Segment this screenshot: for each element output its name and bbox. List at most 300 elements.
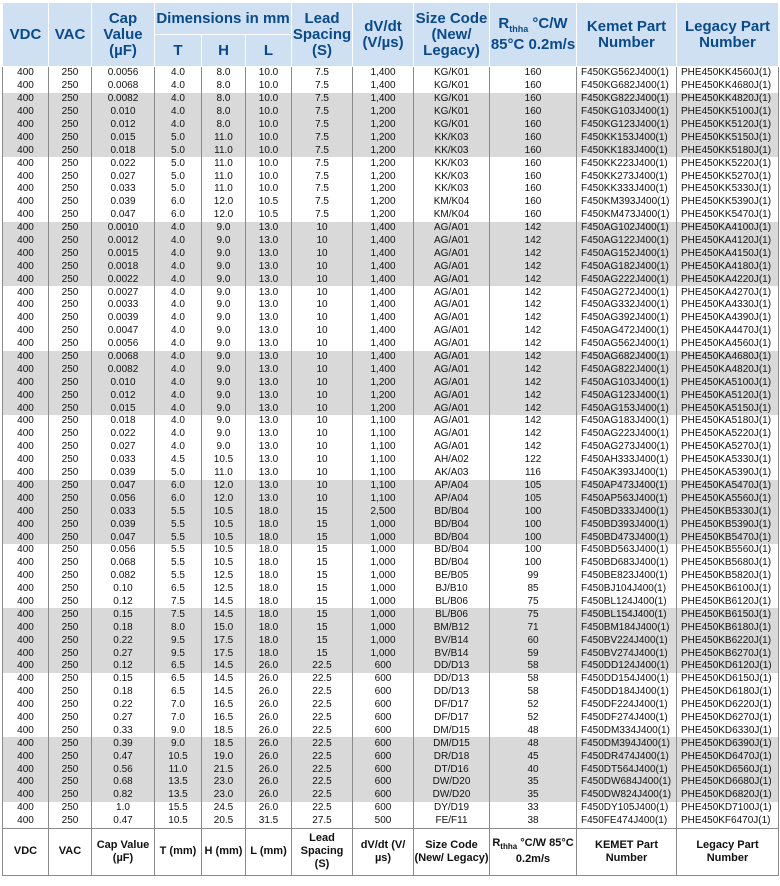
cell-h: 11.0: [202, 157, 246, 170]
cell-rth: 116: [490, 467, 577, 480]
table-row: [3, 441, 779, 454]
cell-cap-value: 0.56: [92, 763, 155, 776]
cell-l: 18.0: [246, 583, 292, 596]
cell-vac: 250: [49, 570, 92, 583]
cell-l: 13.0: [246, 402, 292, 415]
table-row: [3, 647, 779, 660]
cell-lead-spacing: 10: [292, 351, 353, 364]
cell-vac: 250: [49, 596, 92, 609]
cell-t: 4.0: [155, 286, 202, 299]
cell-vac: 250: [49, 737, 92, 750]
cell-cap-value: 0.0068: [92, 351, 155, 364]
cell-legacy-part: PHE450KK5470J(1): [677, 209, 779, 222]
cell-lead-spacing: 15: [292, 583, 353, 596]
cell-vdc: 400: [3, 338, 49, 351]
cell-cap-value: 0.47: [92, 815, 155, 828]
cell-vdc: 400: [3, 415, 49, 428]
cell-dvdt: 1,100: [353, 428, 414, 441]
table-row: [3, 557, 779, 570]
cell-kemet-part: F450KG822J400(1): [577, 93, 677, 106]
cell-dvdt: 1,100: [353, 454, 414, 467]
cell-kemet-part: F450AH333J400(1): [577, 454, 677, 467]
cell-lead-spacing: 7.5: [292, 183, 353, 196]
cell-rth: 142: [490, 286, 577, 299]
cell-l: 13.0: [246, 480, 292, 493]
cell-vdc: 400: [3, 454, 49, 467]
cell-lead-spacing: 10: [292, 363, 353, 376]
cell-vac: 250: [49, 634, 92, 647]
cell-t: 4.0: [155, 299, 202, 312]
cell-kemet-part: F450BE823J400(1): [577, 570, 677, 583]
cell-vac: 250: [49, 67, 92, 80]
cell-cap-value: 0.0039: [92, 312, 155, 325]
cell-kemet-part: F450AG822J400(1): [577, 363, 677, 376]
cell-size-code: AG/A01: [414, 325, 490, 338]
cell-l: 10.0: [246, 106, 292, 119]
cell-vac: 250: [49, 119, 92, 132]
cell-size-code: DM/D15: [414, 737, 490, 750]
cell-dvdt: 1,200: [353, 209, 414, 222]
cell-rth: 142: [490, 441, 577, 454]
cell-t: 11.0: [155, 763, 202, 776]
cell-h: 9.0: [202, 247, 246, 260]
cell-rth: 142: [490, 338, 577, 351]
cell-h: 23.0: [202, 789, 246, 802]
cell-kemet-part: F450BM184J400(1): [577, 621, 677, 634]
table-row: [3, 480, 779, 493]
cell-vac: 250: [49, 583, 92, 596]
cell-kemet-part: F450DW824J400(1): [577, 789, 677, 802]
cell-vdc: 400: [3, 518, 49, 531]
cell-lead-spacing: 15: [292, 557, 353, 570]
cell-legacy-part: PHE450KA4180J(1): [677, 260, 779, 273]
cell-kemet-part: F450DF224J400(1): [577, 699, 677, 712]
cell-dvdt: 1,100: [353, 480, 414, 493]
table-row: [3, 505, 779, 518]
cell-vdc: 400: [3, 299, 49, 312]
cell-dvdt: 1,100: [353, 492, 414, 505]
cell-lead-spacing: 15: [292, 634, 353, 647]
cell-cap-value: 0.0022: [92, 273, 155, 286]
cell-rth: 160: [490, 131, 577, 144]
cell-t: 6.0: [155, 209, 202, 222]
cell-dvdt: 1,200: [353, 131, 414, 144]
cell-vdc: 400: [3, 119, 49, 132]
cell-legacy-part: PHE450KB6220J(1): [677, 634, 779, 647]
cell-size-code: BD/B04: [414, 557, 490, 570]
cell-dvdt: 600: [353, 776, 414, 789]
cell-size-code: BL/B06: [414, 596, 490, 609]
cell-lead-spacing: 10: [292, 273, 353, 286]
cell-vdc: 400: [3, 80, 49, 93]
cell-vdc: 400: [3, 608, 49, 621]
cell-rth: 100: [490, 544, 577, 557]
cell-h: 18.5: [202, 737, 246, 750]
cell-cap-value: 0.47: [92, 750, 155, 763]
table-row: [3, 363, 779, 376]
cell-l: 31.5: [246, 815, 292, 828]
cell-rth: 142: [490, 260, 577, 273]
footer-dvdt: dV/dt (V/ µs): [353, 828, 414, 875]
cell-l: 13.0: [246, 338, 292, 351]
cell-vdc: 400: [3, 737, 49, 750]
table-row: [3, 815, 779, 828]
header-rth-rest: °C/W 85°C 0.2m/s: [490, 15, 576, 53]
cell-kemet-part: F450AK393J400(1): [577, 467, 677, 480]
cell-cap-value: 0.039: [92, 196, 155, 209]
cell-cap-value: 0.0027: [92, 286, 155, 299]
cell-lead-spacing: 10: [292, 325, 353, 338]
cell-dvdt: 1,200: [353, 402, 414, 415]
cell-kemet-part: F450AP563J400(1): [577, 492, 677, 505]
cell-lead-spacing: 10: [292, 441, 353, 454]
cell-h: 9.0: [202, 286, 246, 299]
cell-lead-spacing: 7.5: [292, 131, 353, 144]
cell-kemet-part: F450AG123J400(1): [577, 389, 677, 402]
cell-t: 4.0: [155, 363, 202, 376]
cell-t: 4.0: [155, 247, 202, 260]
cell-kemet-part: F450AG153J400(1): [577, 402, 677, 415]
cell-dvdt: 500: [353, 815, 414, 828]
cell-lead-spacing: 27.5: [292, 815, 353, 828]
cell-cap-value: 0.0033: [92, 299, 155, 312]
cell-h: 8.0: [202, 80, 246, 93]
cell-lead-spacing: 10: [292, 454, 353, 467]
cell-h: 23.0: [202, 776, 246, 789]
cell-vac: 250: [49, 312, 92, 325]
cell-vac: 250: [49, 776, 92, 789]
cell-cap-value: 0.047: [92, 209, 155, 222]
cell-legacy-part: PHE450KD7100J(1): [677, 802, 779, 815]
cell-legacy-part: PHE450KK4680J(1): [677, 80, 779, 93]
cell-vac: 250: [49, 286, 92, 299]
cell-lead-spacing: 22.5: [292, 673, 353, 686]
cell-vac: 250: [49, 351, 92, 364]
cell-t: 8.0: [155, 621, 202, 634]
cell-lead-spacing: 7.5: [292, 157, 353, 170]
cell-cap-value: 0.0082: [92, 93, 155, 106]
cell-legacy-part: PHE450KA5470J(1): [677, 480, 779, 493]
cell-size-code: DW/D20: [414, 789, 490, 802]
cell-cap-value: 0.047: [92, 531, 155, 544]
cell-cap-value: 0.010: [92, 106, 155, 119]
cell-size-code: AP/A04: [414, 492, 490, 505]
cell-l: 13.0: [246, 467, 292, 480]
cell-cap-value: 0.056: [92, 492, 155, 505]
cell-kemet-part: F450AG103J400(1): [577, 376, 677, 389]
cell-l: 10.0: [246, 183, 292, 196]
cell-dvdt: 1,400: [353, 299, 414, 312]
cell-vdc: 400: [3, 596, 49, 609]
cell-rth: 160: [490, 93, 577, 106]
cell-vdc: 400: [3, 273, 49, 286]
cell-dvdt: 1,000: [353, 608, 414, 621]
cell-cap-value: 0.33: [92, 724, 155, 737]
cell-t: 4.0: [155, 222, 202, 235]
cell-t: 6.0: [155, 480, 202, 493]
cell-vdc: 400: [3, 222, 49, 235]
cell-legacy-part: PHE450KD6470J(1): [677, 750, 779, 763]
cell-rth: 160: [490, 209, 577, 222]
table-row: [3, 157, 779, 170]
cell-cap-value: 0.12: [92, 596, 155, 609]
cell-cap-value: 0.27: [92, 647, 155, 660]
cell-size-code: KG/K01: [414, 106, 490, 119]
table-row: [3, 209, 779, 222]
footer-h: H (mm): [202, 828, 246, 875]
cell-vac: 250: [49, 260, 92, 273]
cell-rth: 160: [490, 106, 577, 119]
cell-lead-spacing: 7.5: [292, 209, 353, 222]
cell-lead-spacing: 15: [292, 518, 353, 531]
cell-vdc: 400: [3, 763, 49, 776]
cell-vac: 250: [49, 273, 92, 286]
table-row: [3, 402, 779, 415]
table-row: [3, 492, 779, 505]
cell-legacy-part: PHE450KA5100J(1): [677, 376, 779, 389]
cell-cap-value: 0.27: [92, 712, 155, 725]
cell-h: 10.5: [202, 518, 246, 531]
cell-legacy-part: PHE450KA4470J(1): [677, 325, 779, 338]
cell-rth: 58: [490, 660, 577, 673]
cell-h: 14.5: [202, 660, 246, 673]
cell-h: 15.0: [202, 621, 246, 634]
cell-h: 9.0: [202, 273, 246, 286]
cell-legacy-part: PHE450KD6390J(1): [677, 737, 779, 750]
table-row: [3, 660, 779, 673]
header-vdc: VDC: [3, 3, 49, 67]
cell-lead-spacing: 10: [292, 428, 353, 441]
cell-t: 4.0: [155, 351, 202, 364]
cell-legacy-part: PHE450KA4820J(1): [677, 363, 779, 376]
table-row: [3, 106, 779, 119]
cell-vdc: 400: [3, 144, 49, 157]
table-row: [3, 338, 779, 351]
cell-dvdt: 1,400: [353, 235, 414, 248]
cell-lead-spacing: 15: [292, 608, 353, 621]
cell-l: 13.0: [246, 376, 292, 389]
table-row: [3, 93, 779, 106]
cell-size-code: AG/A01: [414, 247, 490, 260]
cell-t: 5.0: [155, 131, 202, 144]
cell-h: 8.0: [202, 67, 246, 80]
cell-l: 10.0: [246, 119, 292, 132]
cell-legacy-part: PHE450KA4220J(1): [677, 273, 779, 286]
cell-t: 4.5: [155, 454, 202, 467]
cell-h: 21.5: [202, 763, 246, 776]
cell-dvdt: 1,200: [353, 106, 414, 119]
cell-dvdt: 1,000: [353, 596, 414, 609]
cell-size-code: AG/A01: [414, 441, 490, 454]
cell-dvdt: 1,400: [353, 93, 414, 106]
cell-vac: 250: [49, 80, 92, 93]
table-row: [3, 131, 779, 144]
cell-kemet-part: F450DM394J400(1): [577, 737, 677, 750]
cell-vac: 250: [49, 376, 92, 389]
cell-legacy-part: PHE450KK5220J(1): [677, 157, 779, 170]
cell-legacy-part: PHE450KD6220J(1): [677, 699, 779, 712]
cell-kemet-part: F450KM473J400(1): [577, 209, 677, 222]
cell-kemet-part: F450AG222J400(1): [577, 273, 677, 286]
cell-vac: 250: [49, 647, 92, 660]
cell-rth: 142: [490, 363, 577, 376]
cell-t: 4.0: [155, 119, 202, 132]
cell-vac: 250: [49, 144, 92, 157]
cell-vdc: 400: [3, 157, 49, 170]
cell-lead-spacing: 10: [292, 415, 353, 428]
cell-legacy-part: PHE450KD6270J(1): [677, 712, 779, 725]
cell-vac: 250: [49, 222, 92, 235]
cell-kemet-part: F450AG223J400(1): [577, 428, 677, 441]
cell-h: 12.0: [202, 492, 246, 505]
cell-rth: 122: [490, 454, 577, 467]
cell-legacy-part: PHE450KA5560J(1): [677, 492, 779, 505]
cell-rth: 35: [490, 776, 577, 789]
cell-vdc: 400: [3, 93, 49, 106]
cell-dvdt: 1,000: [353, 621, 414, 634]
cell-t: 4.0: [155, 106, 202, 119]
cell-lead-spacing: 15: [292, 596, 353, 609]
cell-t: 5.5: [155, 505, 202, 518]
cell-h: 10.5: [202, 454, 246, 467]
cell-h: 9.0: [202, 402, 246, 415]
cell-legacy-part: PHE450KA4150J(1): [677, 247, 779, 260]
cell-size-code: AG/A01: [414, 312, 490, 325]
cell-size-code: AG/A01: [414, 376, 490, 389]
cell-dvdt: 1,200: [353, 389, 414, 402]
cell-rth: 100: [490, 505, 577, 518]
table-row: [3, 235, 779, 248]
cell-cap-value: 0.027: [92, 170, 155, 183]
cell-h: 9.0: [202, 235, 246, 248]
header-rth-r: R: [498, 15, 510, 32]
table-row: [3, 325, 779, 338]
cell-dvdt: 1,100: [353, 441, 414, 454]
cell-rth: 160: [490, 157, 577, 170]
cell-lead-spacing: 10: [292, 235, 353, 248]
cell-vac: 250: [49, 724, 92, 737]
cell-vdc: 400: [3, 106, 49, 119]
cell-vdc: 400: [3, 325, 49, 338]
cell-dvdt: 1,000: [353, 557, 414, 570]
cell-t: 7.0: [155, 712, 202, 725]
cell-vdc: 400: [3, 376, 49, 389]
cell-t: 6.0: [155, 196, 202, 209]
cell-lead-spacing: 22.5: [292, 686, 353, 699]
cell-kemet-part: F450DD184J400(1): [577, 686, 677, 699]
cell-kemet-part: F450AG152J400(1): [577, 247, 677, 260]
table-row: [3, 608, 779, 621]
cell-rth: 45: [490, 750, 577, 763]
cell-vdc: 400: [3, 312, 49, 325]
cell-legacy-part: PHE450KD6180J(1): [677, 686, 779, 699]
cell-vac: 250: [49, 131, 92, 144]
table-row: [3, 144, 779, 157]
cell-dvdt: 1,400: [353, 351, 414, 364]
cell-size-code: DF/D17: [414, 712, 490, 725]
cell-t: 4.0: [155, 273, 202, 286]
cell-lead-spacing: 22.5: [292, 699, 353, 712]
cell-rth: 33: [490, 802, 577, 815]
cell-h: 10.5: [202, 544, 246, 557]
cell-h: 10.5: [202, 531, 246, 544]
header-legacy-part: Legacy Part Number: [677, 3, 779, 67]
cell-kemet-part: F450AG682J400(1): [577, 351, 677, 364]
table-row: [3, 531, 779, 544]
cell-dvdt: 1,400: [353, 312, 414, 325]
footer-cap-value: Cap Value (µF): [92, 828, 155, 875]
cell-vdc: 400: [3, 428, 49, 441]
cell-vac: 250: [49, 686, 92, 699]
cell-size-code: KK/K03: [414, 157, 490, 170]
cell-lead-spacing: 10: [292, 467, 353, 480]
cell-vdc: 400: [3, 183, 49, 196]
cell-rth: 52: [490, 712, 577, 725]
cell-size-code: AH/A02: [414, 454, 490, 467]
cell-h: 9.0: [202, 428, 246, 441]
cell-dvdt: 1,400: [353, 247, 414, 260]
cell-l: 18.0: [246, 596, 292, 609]
header-vac: VAC: [49, 3, 92, 67]
cell-t: 9.0: [155, 737, 202, 750]
cell-lead-spacing: 7.5: [292, 196, 353, 209]
cell-vdc: 400: [3, 467, 49, 480]
cell-vdc: 400: [3, 557, 49, 570]
cell-lead-spacing: 10: [292, 299, 353, 312]
cell-t: 9.0: [155, 724, 202, 737]
cell-lead-spacing: 22.5: [292, 737, 353, 750]
cell-cap-value: 0.12: [92, 660, 155, 673]
cell-kemet-part: F450DF274J400(1): [577, 712, 677, 725]
cell-h: 9.0: [202, 312, 246, 325]
cell-l: 26.0: [246, 776, 292, 789]
cell-lead-spacing: 22.5: [292, 763, 353, 776]
cell-size-code: KK/K03: [414, 183, 490, 196]
cell-vdc: 400: [3, 363, 49, 376]
cell-legacy-part: PHE450KK5390J(1): [677, 196, 779, 209]
cell-h: 9.0: [202, 376, 246, 389]
footer-vdc: VDC: [3, 828, 49, 875]
cell-size-code: KM/K04: [414, 209, 490, 222]
cell-t: 13.5: [155, 789, 202, 802]
table-row: [3, 351, 779, 364]
cell-kemet-part: F450BJ104J400(1): [577, 583, 677, 596]
cell-lead-spacing: 7.5: [292, 80, 353, 93]
cell-h: 10.5: [202, 505, 246, 518]
cell-t: 6.5: [155, 583, 202, 596]
cell-legacy-part: PHE450KA5120J(1): [677, 389, 779, 402]
cell-vdc: 400: [3, 815, 49, 828]
cell-h: 18.5: [202, 724, 246, 737]
table-row: [3, 454, 779, 467]
cell-vac: 250: [49, 802, 92, 815]
table-row: [3, 673, 779, 686]
table-row: [3, 634, 779, 647]
cell-t: 10.5: [155, 815, 202, 828]
cell-kemet-part: F450BV274J400(1): [577, 647, 677, 660]
cell-size-code: DW/D20: [414, 776, 490, 789]
cell-kemet-part: F450AG332J400(1): [577, 299, 677, 312]
cell-dvdt: 2,500: [353, 505, 414, 518]
cell-legacy-part: PHE450KB6270J(1): [677, 647, 779, 660]
table-row: [3, 750, 779, 763]
cell-vac: 250: [49, 712, 92, 725]
cell-rth: 142: [490, 415, 577, 428]
cell-h: 17.5: [202, 647, 246, 660]
cell-legacy-part: PHE450KB6180J(1): [677, 621, 779, 634]
cell-cap-value: 0.0015: [92, 247, 155, 260]
cell-t: 5.5: [155, 557, 202, 570]
